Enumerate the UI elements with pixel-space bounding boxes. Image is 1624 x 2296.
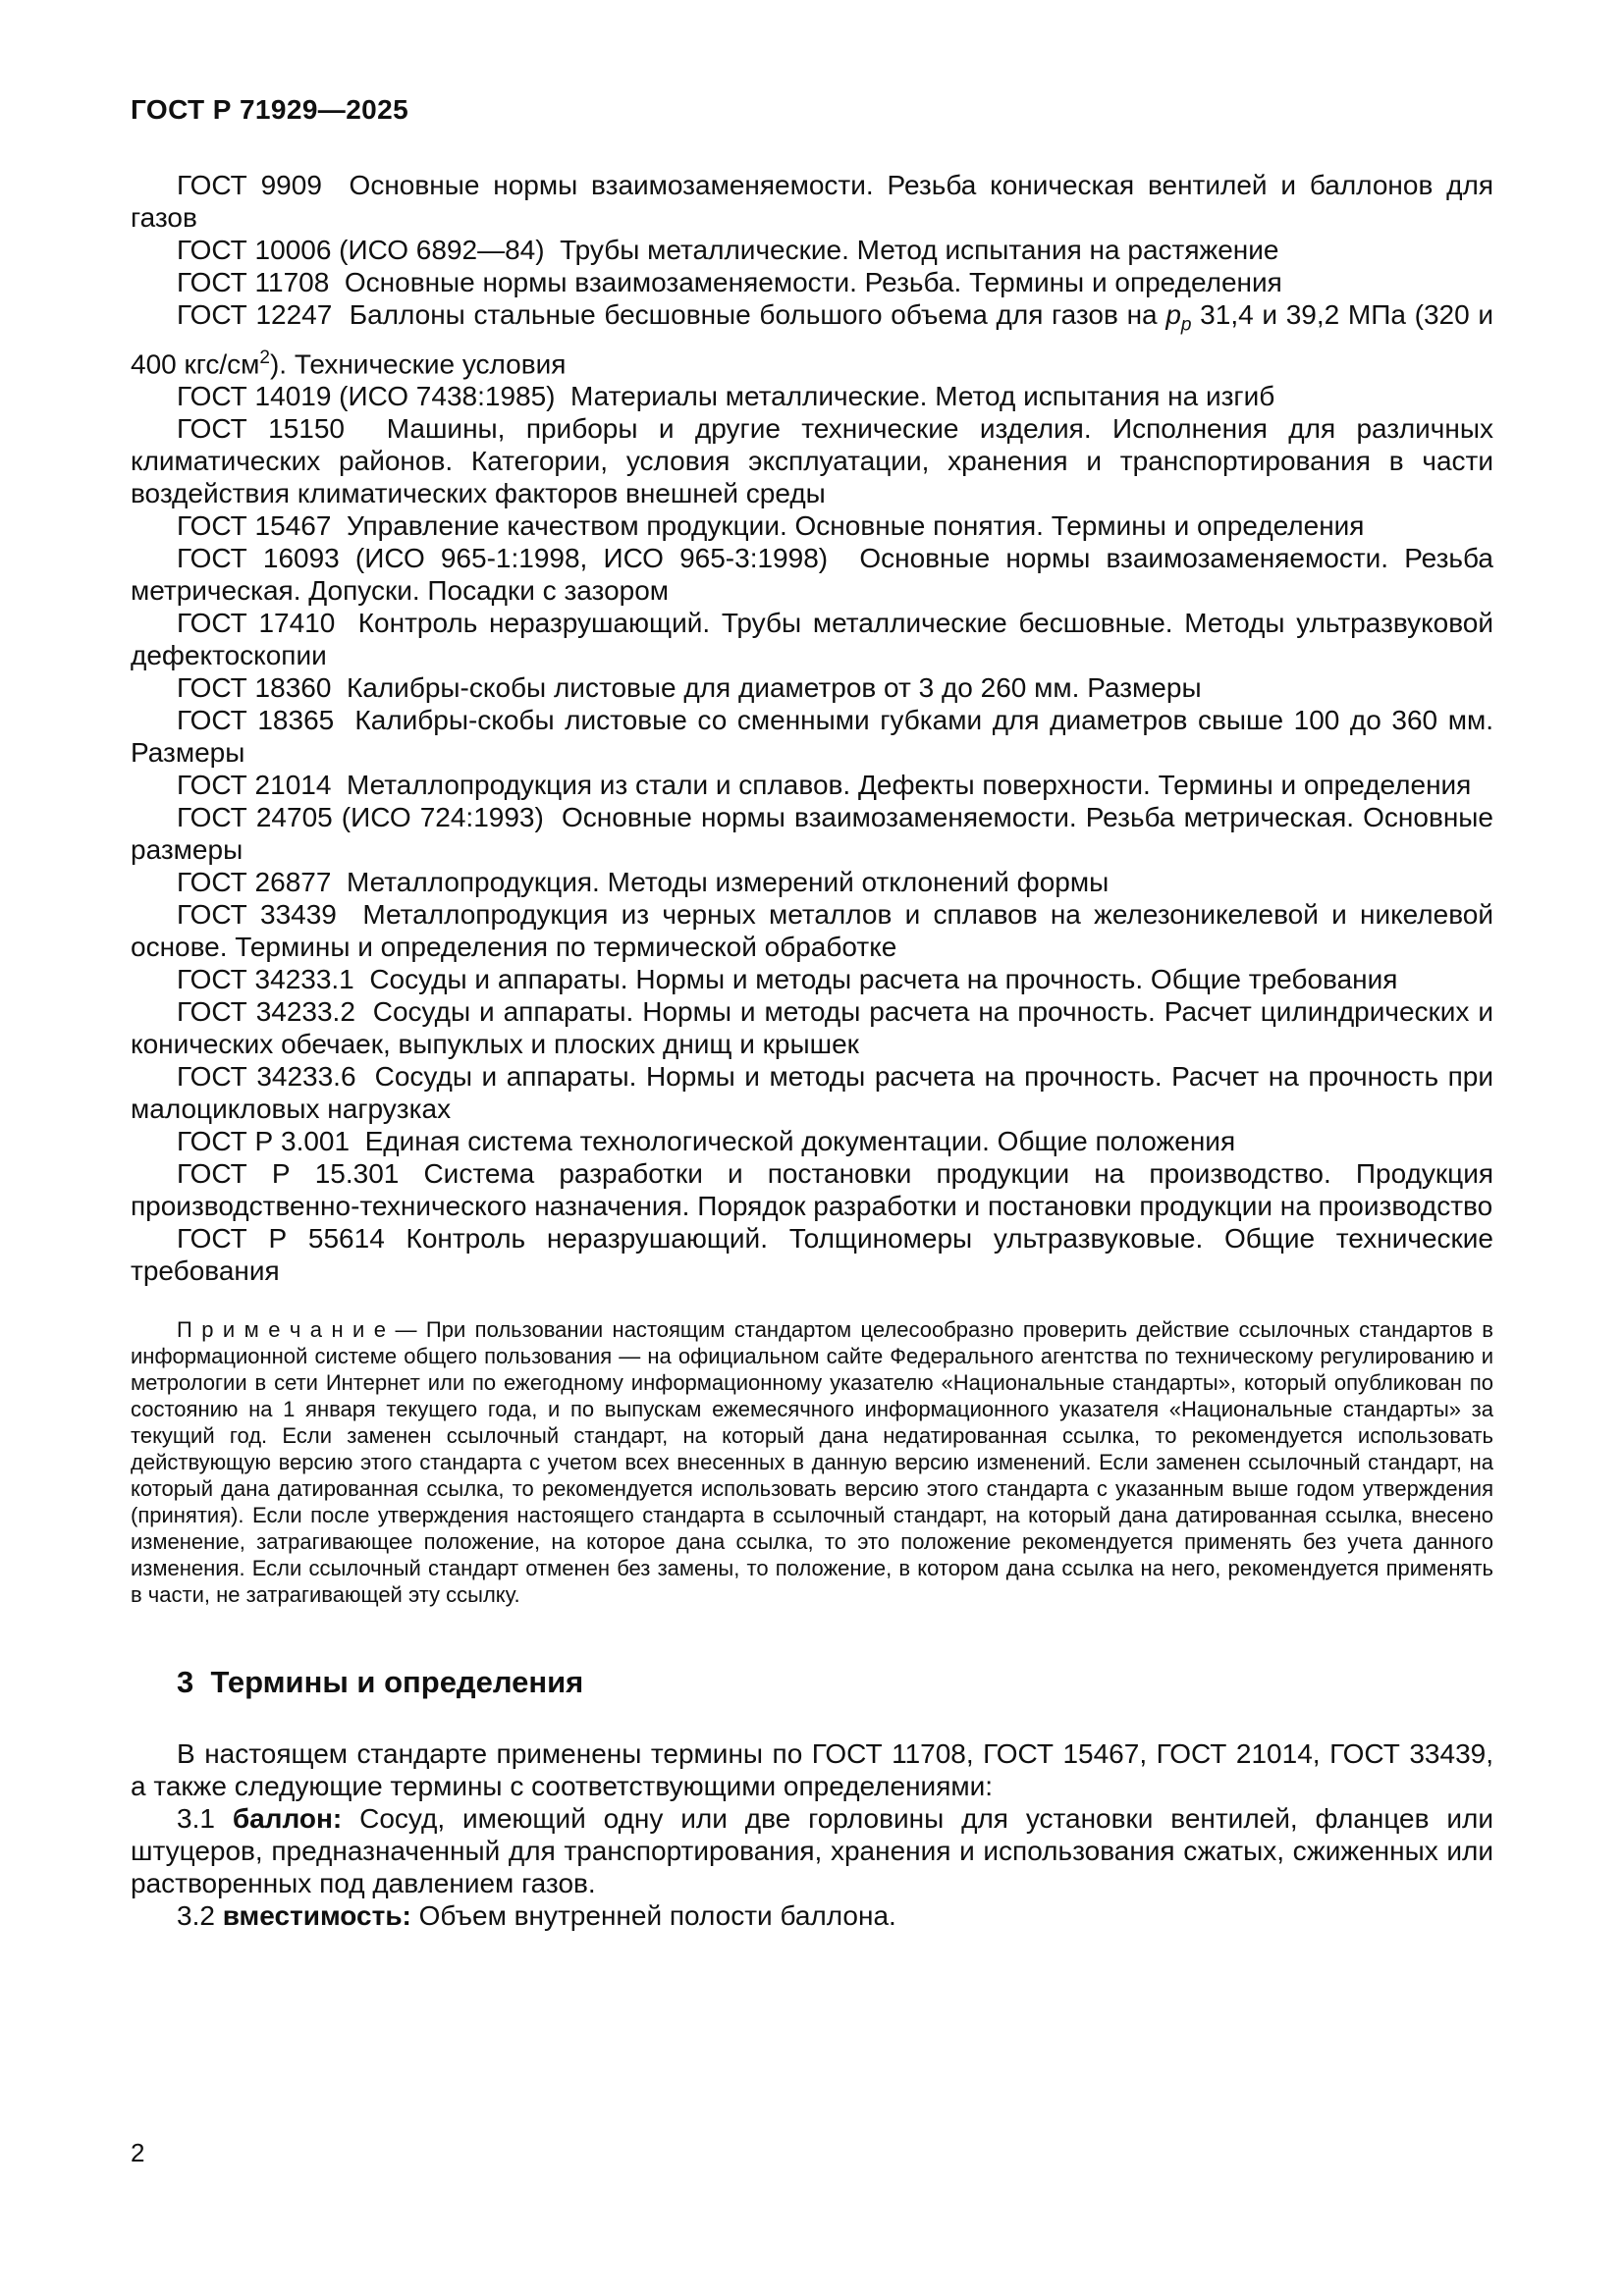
section-heading: 3 Термины и определения [177,1664,584,1699]
reference-item [131,995,1493,1060]
reference-text: ГОСТ 34233.6 Сосуды и аппараты. Нормы и методы расчета на прочность. Расчет на прочность при малоцикловых нагрузках [131,1060,1493,1124]
reference-text: ГОСТ 18365 Калибры-скобы листовые со сменными губками для диаметров свыше 100 до 360 мм. Размеры [131,704,1493,768]
reference-item [131,412,1493,509]
reference-text: ГОСТ 15467 Управление качеством продукции. Основные понятия. Термины и определения [177,509,1365,541]
reference-item [131,769,1493,801]
reference-text: p [1165,299,1181,330]
reference-item [131,1125,1493,1157]
reference-item [131,866,1493,898]
reference-text: ГОСТ 15150 Машины, приборы и другие технические изделия. Исполнения для различных климатических районов. Категории, условия эксплуатации, хранения и транспортирования в части воздействия климатических факторов внешней среды [131,412,1493,508]
term-definition: Объем внутренней полости баллона. [410,1899,896,1931]
reference-text: 2 [259,347,270,368]
document-header: ГОСТ Р 71929—2025 [131,94,409,125]
reference-text: ГОСТ 14019 (ИСО 7438:1985) Материалы металлические. Метод испытания на изгиб [177,380,1275,411]
reference-item [131,963,1493,995]
reference-item [131,509,1493,542]
term-number: 3.1 [177,1802,233,1834]
term-item [131,1802,1493,1899]
terms-list [131,1802,1493,1932]
reference-text: ). Технические условия [269,347,567,379]
note-text: — При пользовании настоящим стандартом целесообразно проверить действие ссылочных стандартов в информационной системе общего пользования — на официальном сайте Федерального агентства по техническому регулированию и метрологии в сети Интернет или по ежегодному информационному указателю «Национальные стандарты», который опубликован по состоянию на 1 января текущего года, и по выпускам ежемесячного информационного указателя «Национальные стандарты» за текущий год. Если заменен ссылочный стандарт, на который дана недатированная ссылка, то рекомендуется использовать действующую версию этого стандарта с учетом всех внесенных в данную версию изменений. Если заменен ссылочный стандарт, на который дана датированная ссылка, то рекомендуется использовать версию этого стандарта с указанным выше годом утверждения (принятия). Если после утверждения настоящего стандарта в ссылочный стандарт, на который дана датированная ссылка, внесено изменение, затрагивающее положение, на которое дана ссылка, то это положение рекомендуется применять без учета данного изменения. Если ссылочный стандарт отменен без замены, то положение, в котором дана ссылка на него, рекомендуется применять в части, не затрагивающей эту ссылку. [131,1316,1493,1607]
reference-item [131,704,1493,769]
page-content [131,94,1493,1932]
reference-text: ГОСТ 12247 Баллоны стальные бесшовные большого объема для газов на [177,299,1166,330]
page-number: 2 [131,2138,145,2167]
reference-item [131,1157,1493,1222]
term-definition: Сосуд, имеющий одну или две горловины для установки вентилей, фланцев или штуцеров, предназначенный для транспортирования, хранения и использования сжатых, сжиженных или растворенных под давлением газов. [131,1802,1493,1898]
references-list [131,169,1493,1287]
section-intro: В настоящем стандарте применены термины по ГОСТ 11708, ГОСТ 15467, ГОСТ 21014, ГОСТ 33439, а также следующие термины с соответствующими определениями: [131,1737,1493,1801]
note-block [131,1316,1493,1608]
note-paragraph [131,1316,1493,1608]
reference-item [131,542,1493,607]
reference-item [131,1060,1493,1125]
reference-text: ГОСТ 21014 Металлопродукция из стали и сплавов. Дефекты поверхности. Термины и определения [177,769,1472,800]
reference-item [131,671,1493,704]
term-name: вместимость: [222,1899,411,1931]
reference-item [131,607,1493,671]
reference-item [131,266,1493,298]
reference-text: ГОСТ 24705 (ИСО 724:1993) Основные нормы взаимозаменяемости. Резьба метрическая. Основные размеры [131,801,1493,865]
reference-item [131,898,1493,963]
reference-text: ГОСТ 16093 (ИСО 965-1:1998, ИСО 965-3:1998) Основные нормы взаимозаменяемости. Резьба метрическая. Допуски. Посадки с зазором [131,542,1493,606]
term-number: 3.2 [177,1899,223,1931]
reference-text: р [1180,314,1192,336]
reference-item [131,1222,1493,1287]
reference-item [131,298,1493,380]
reference-text: ГОСТ 10006 (ИСО 6892—84) Трубы металлические. Метод испытания на растяжение [177,235,1279,265]
reference-item [131,801,1493,866]
reference-text: ГОСТ 34233.2 Сосуды и аппараты. Нормы и методы расчета на прочность. Расчет цилиндрических и конических обечаек, выпуклых и плоских днищ и крышек [131,995,1493,1059]
reference-text: ГОСТ Р 15.301 Система разработки и постановки продукции на производство. Продукция производственно-технического назначения. Порядок разработки и постановки продукции на производство [131,1157,1493,1221]
reference-text: ГОСТ 17410 Контроль неразрушающий. Трубы металлические бесшовные. Методы ультразвуковой дефектоскопии [131,607,1493,670]
reference-text: 31,4 и 39,2 МПа (320 и 400 кгс/см [131,299,1493,379]
reference-item [131,234,1493,266]
reference-text: ГОСТ 34233.1 Сосуды и аппараты. Нормы и методы расчета на прочность. Общие требования [177,963,1398,994]
reference-text: ГОСТ 33439 Металлопродукция из черных металлов и сплавов на железоникелевой и никелевой основе. Термины и определения по термической обработке [131,898,1493,962]
reference-text: ГОСТ 18360 Калибры-скобы листовые для диаметров от 3 до 260 мм. Размеры [177,671,1202,703]
reference-item [131,380,1493,412]
reference-text: ГОСТ 26877 Металлопродукция. Методы измерений отклонений формы [177,866,1110,897]
reference-text: ГОСТ 9909 Основные нормы взаимозаменяемости. Резьба коническая вентилей и баллонов для газов [131,170,1493,233]
reference-item [131,169,1493,234]
reference-text: ГОСТ Р 3.001 Единая система технологической документации. Общие положения [177,1125,1236,1156]
reference-text: ГОСТ Р 55614 Контроль неразрушающий. Толщиномеры ультразвуковые. Общие технические требования [131,1222,1493,1286]
note-label: П р и м е ч а н и е [177,1316,387,1342]
reference-text: ГОСТ 11708 Основные нормы взаимозаменяемости. Резьба. Термины и определения [177,267,1282,297]
term-item [131,1899,1493,1932]
term-name: баллон: [232,1802,343,1834]
